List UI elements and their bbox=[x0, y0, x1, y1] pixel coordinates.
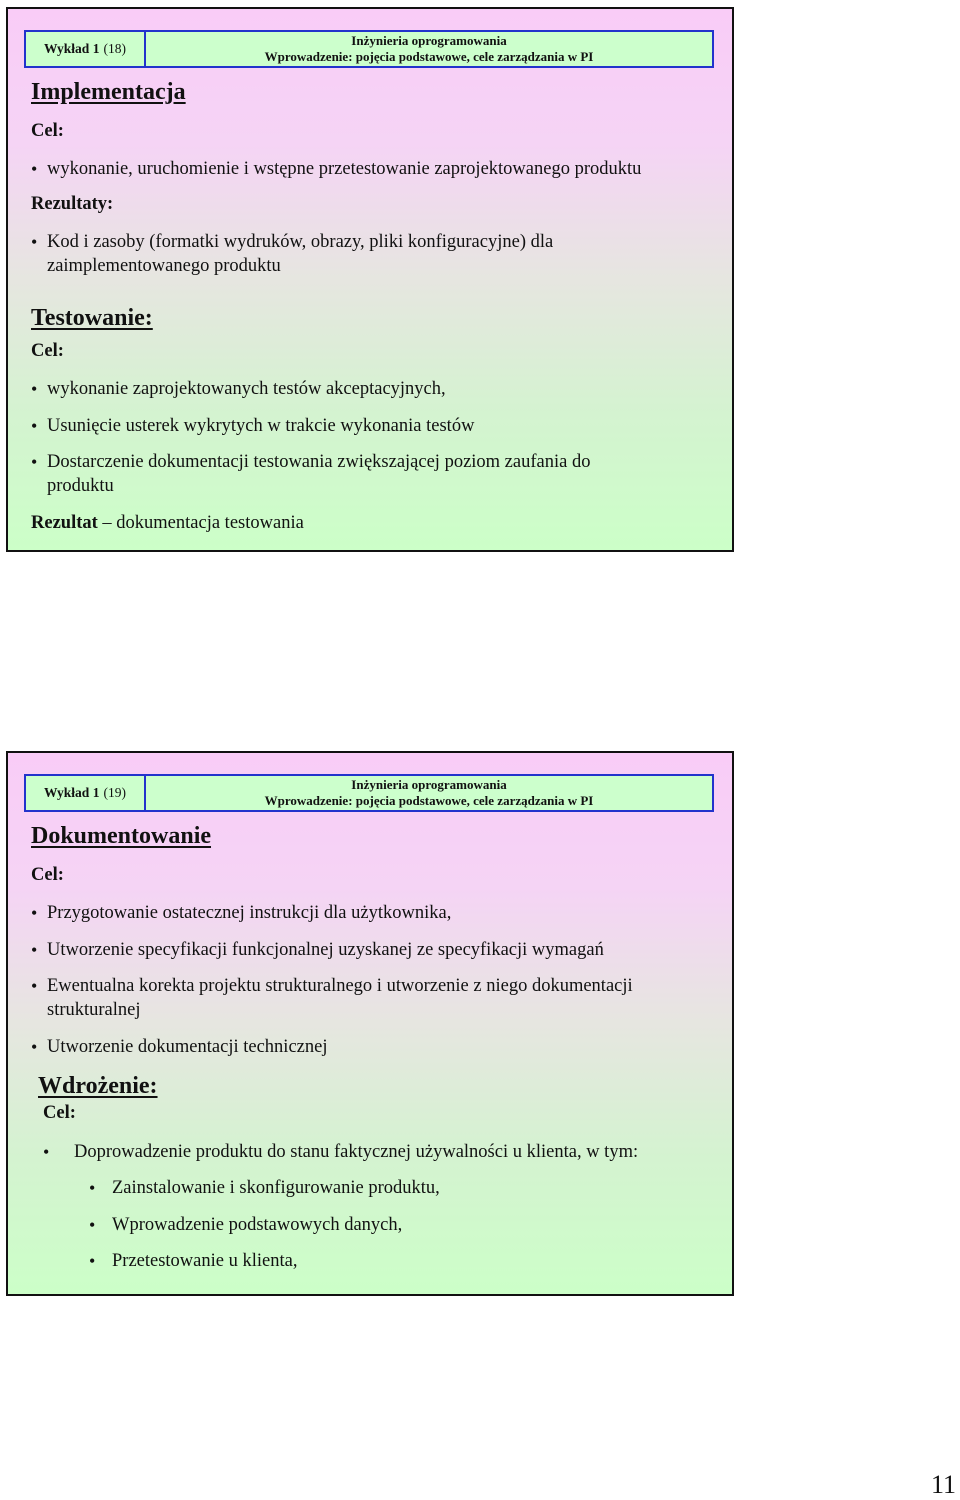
sub-list-item: Zainstalowanie i skonfigurowanie produktu, bbox=[112, 1178, 440, 1198]
list-item-continuation: produktu bbox=[47, 476, 114, 496]
bullet-icon: • bbox=[89, 1178, 96, 1198]
page-number: 11 bbox=[930, 1470, 956, 1499]
slide-header bbox=[24, 30, 714, 68]
result-text: – dokumentacja testowania bbox=[97, 513, 304, 533]
bullet-icon: • bbox=[31, 940, 38, 960]
bullet-icon: • bbox=[31, 232, 38, 252]
bullet-icon: • bbox=[31, 903, 38, 923]
sub-list-item: Przetestowanie u klienta, bbox=[112, 1251, 298, 1271]
slide-header bbox=[24, 774, 714, 812]
list-item-continuation: zaimplementowanego produktu bbox=[47, 256, 281, 276]
bullet-icon: • bbox=[31, 379, 38, 399]
bullet-icon: • bbox=[89, 1215, 96, 1235]
list-item: Ewentualna korekta projektu strukturalnego i utworzenie z niego dokumentacji bbox=[47, 976, 633, 996]
slide-number: (19) bbox=[103, 785, 126, 800]
slide-18 bbox=[6, 7, 734, 552]
lecture-box bbox=[24, 30, 146, 68]
course-subtitle: Wprowadzenie: pojęcia podstawowe, cele zarządzania w PI bbox=[264, 793, 594, 808]
bullet-icon: • bbox=[31, 416, 38, 436]
bullet-icon: • bbox=[31, 1037, 38, 1057]
goal-label: Cel: bbox=[31, 865, 64, 885]
goal-label: Cel: bbox=[31, 121, 64, 141]
result-label: Rezultat bbox=[31, 513, 98, 533]
lecture-box bbox=[24, 774, 146, 812]
list-item: Doprowadzenie produktu do stanu faktycznej używalności u klienta, w tym: bbox=[74, 1142, 639, 1162]
goal-label: Cel: bbox=[31, 341, 64, 361]
bullet-icon: • bbox=[31, 159, 38, 179]
section-title-testing: Testowanie: bbox=[31, 305, 153, 331]
list-item: wykonanie zaprojektowanych testów akceptacyjnych, bbox=[47, 379, 446, 399]
bullet-icon: • bbox=[31, 452, 38, 472]
lecture-label: Wykład 1 bbox=[44, 41, 100, 56]
list-item: Utworzenie specyfikacji funkcjonalnej uzyskanej ze specyfikacji wymagań bbox=[47, 940, 604, 960]
course-title: Inżynieria oprogramowania bbox=[351, 33, 507, 48]
section-title-implementation: Implementacja bbox=[31, 79, 186, 105]
section-title-documentation: Dokumentowanie bbox=[31, 823, 212, 849]
list-item: Kod i zasoby (formatki wydruków, obrazy, pliki konfiguracyjne) dla bbox=[47, 232, 554, 252]
course-title: Inżynieria oprogramowania bbox=[351, 777, 507, 792]
bullet-icon: • bbox=[43, 1142, 50, 1162]
list-item: Usunięcie usterek wykrytych w trakcie wykonania testów bbox=[47, 416, 475, 436]
list-item: Dostarczenie dokumentacji testowania zwiększającej poziom zaufania do bbox=[47, 452, 591, 472]
lecture-label: Wykład 1 bbox=[44, 785, 100, 800]
list-item: wykonanie, uruchomienie i wstępne przetestowanie zaprojektowanego produktu bbox=[47, 159, 642, 179]
results-label: Rezultaty: bbox=[31, 194, 114, 214]
bullet-icon: • bbox=[31, 976, 38, 996]
result-line bbox=[31, 511, 304, 535]
list-item: Przygotowanie ostatecznej instrukcji dla użytkownika, bbox=[47, 903, 452, 923]
list-item: Utworzenie dokumentacji technicznej bbox=[47, 1037, 328, 1057]
course-subtitle: Wprowadzenie: pojęcia podstawowe, cele zarządzania w PI bbox=[264, 49, 594, 64]
section-title-deployment: Wdrożenie: bbox=[38, 1073, 158, 1099]
list-item-continuation: strukturalnej bbox=[47, 1000, 141, 1020]
slide-number: (18) bbox=[103, 41, 126, 56]
sub-list-item: Wprowadzenie podstawowych danych, bbox=[112, 1215, 403, 1235]
bullet-icon: • bbox=[89, 1251, 96, 1271]
course-box bbox=[146, 30, 714, 68]
course-box bbox=[146, 774, 714, 812]
goal-label: Cel: bbox=[43, 1103, 76, 1123]
slide-19 bbox=[6, 751, 734, 1296]
